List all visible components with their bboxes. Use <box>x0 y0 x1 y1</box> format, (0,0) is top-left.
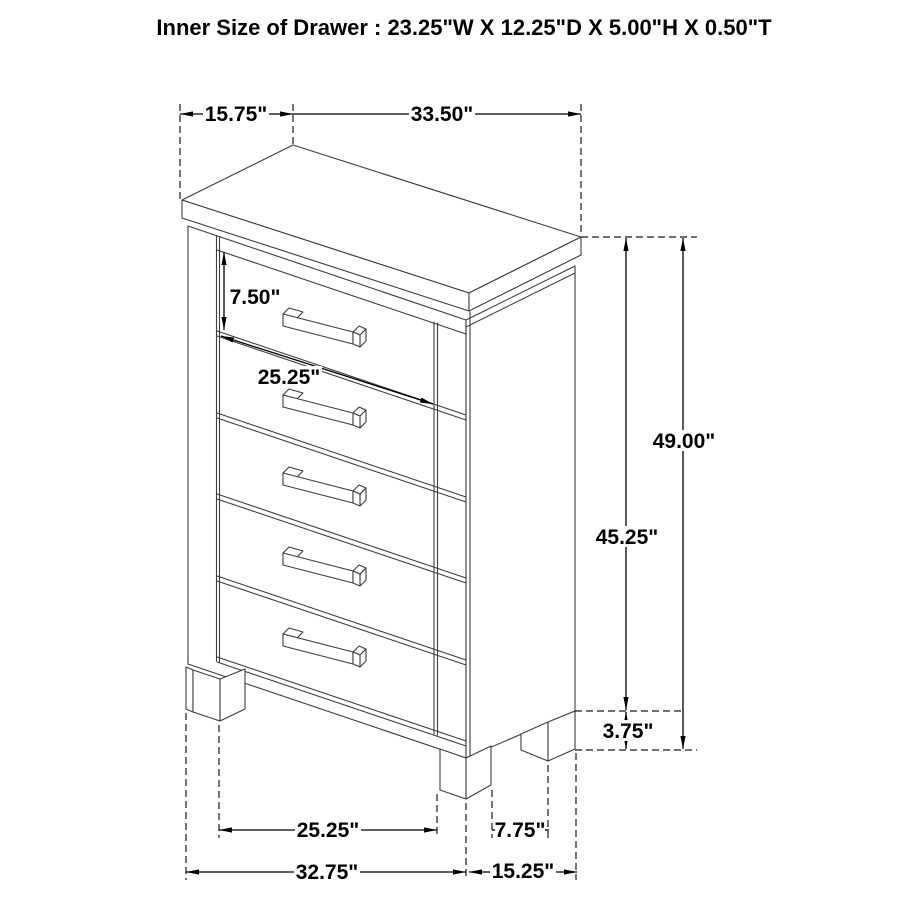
dim-side-legs-gap: 7.75" <box>494 819 546 842</box>
chest-illustration <box>182 145 581 799</box>
dim-top-drawer-height: 7.50" <box>229 286 281 309</box>
dim-top-depth: 15.75" <box>204 103 268 126</box>
dim-top-width: 33.50" <box>410 103 474 126</box>
drawing-title: Inner Size of Drawer : 23.25"W X 12.25"D X 5.00"H X 0.50"T <box>156 15 772 40</box>
dim-base-depth: 15.25" <box>491 860 555 883</box>
dim-body-height: 45.25" <box>595 526 659 549</box>
dim-front-legs-span: 25.25" <box>296 819 360 842</box>
dim-base-width: 32.75" <box>295 861 359 884</box>
chest-side-panel <box>466 266 575 758</box>
dim-leg-height: 3.75" <box>602 720 654 743</box>
front-left-leg <box>186 667 245 721</box>
dim-drawer-width: 25.25" <box>257 366 321 389</box>
dim-overall-height: 49.00" <box>652 430 716 453</box>
